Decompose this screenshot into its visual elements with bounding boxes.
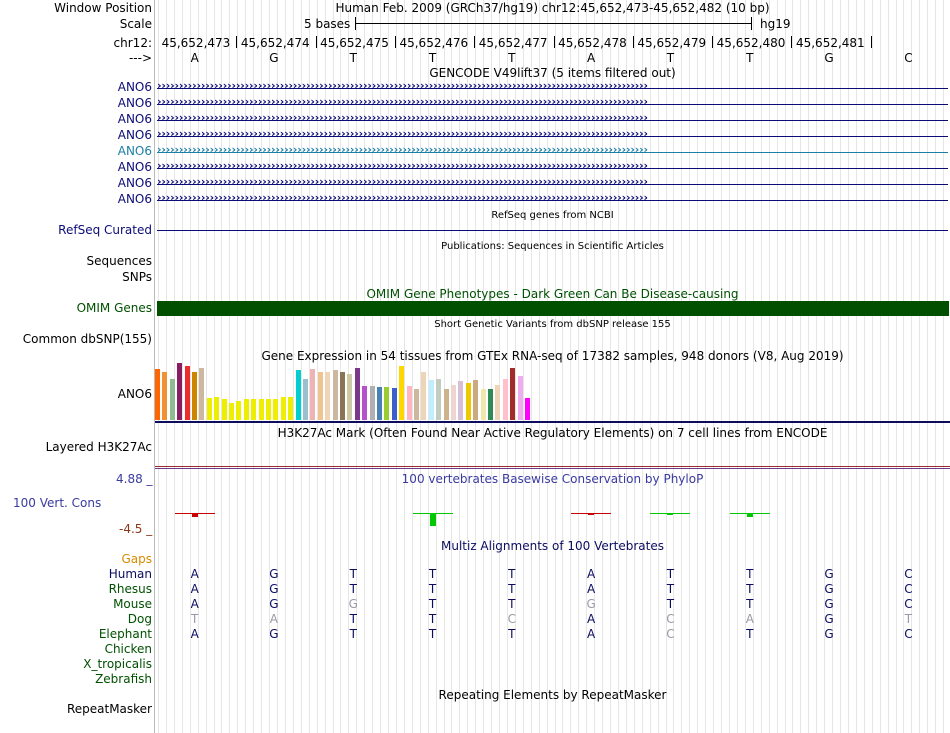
gtex-track-title: Gene Expression in 54 tissues from GTEx RNA-seq of 17382 samples, 948 donors (V8, Aug 2019) [261, 349, 844, 363]
gtex-tissue-bar[interactable] [414, 389, 419, 420]
gtex-tissue-bar[interactable] [370, 386, 375, 420]
gtex-track-label[interactable]: ANO6 [117, 387, 152, 401]
label-divider [154, 0, 155, 733]
gtex-baseline [155, 421, 950, 423]
gtex-tissue-bar[interactable] [347, 374, 352, 420]
gtex-tissue-bar[interactable] [481, 389, 486, 420]
gtex-tissue-bar[interactable] [355, 368, 360, 420]
strand-arrows-icon: ›››››››››››››››››››››››››››››››››››››››››››››››››››››››››››››››››››››››››››››››››››››››››››››››››››››››››››››››› [157, 159, 648, 172]
aligned-base: A [190, 582, 199, 596]
gtex-tissue-bar[interactable] [444, 389, 449, 420]
window-position-label: Window Position [54, 1, 152, 15]
aligned-base: T [746, 567, 754, 581]
strand-label: ---> [128, 51, 152, 65]
coordinate-label: 45,652,479 [637, 36, 707, 50]
strand-arrows-icon: ›››››››››››››››››››››››››››››››››››››››››››››››››››››››››››››››››››››››››››››››››››››››››››››››››››››››››››››››› [157, 143, 648, 156]
gencode-gene-line-3[interactable] [157, 113, 948, 127]
aligned-base: T [666, 567, 675, 581]
species-label[interactable]: Human [108, 567, 152, 581]
gtex-tissue-bar[interactable] [318, 372, 323, 420]
gencode-track-title: GENCODE V49lift37 (5 items filtered out) [429, 66, 676, 80]
omim-gene-bar[interactable] [157, 301, 949, 316]
gtex-tissue-bar[interactable] [259, 399, 264, 420]
gtex-tissue-bar[interactable] [244, 399, 249, 420]
gencode-gene-label-1[interactable]: ANO6 [117, 80, 152, 94]
aligned-base: G [269, 627, 279, 641]
gtex-tissue-bar[interactable] [377, 387, 382, 420]
aligned-base: T [349, 582, 357, 596]
aligned-base: A [586, 627, 596, 641]
gtex-tissue-bar[interactable] [207, 398, 212, 420]
gtex-tissue-bar[interactable] [296, 370, 301, 420]
phylop-score-bar[interactable] [588, 513, 594, 515]
gtex-tissue-bar[interactable] [288, 397, 293, 420]
gtex-tissue-bar[interactable] [495, 385, 500, 420]
aligned-base: G [269, 582, 279, 596]
aligned-base: T [349, 567, 357, 581]
aligned-base: G [269, 567, 279, 581]
phylop-track-label[interactable]: 100 Vert. Cons [13, 496, 102, 510]
coordinate-label: 45,652,476 [399, 36, 469, 50]
gtex-tissue-bar[interactable] [214, 397, 219, 420]
gtex-tissue-bar[interactable] [392, 388, 397, 420]
aligned-base: C [904, 582, 913, 596]
aligned-base: T [428, 567, 437, 581]
aligned-base: G [824, 567, 834, 581]
gtex-tissue-bar[interactable] [458, 381, 463, 420]
gtex-tissue-bar[interactable] [407, 386, 412, 420]
aligned-base: G [824, 612, 834, 626]
gtex-tissue-bar[interactable] [451, 385, 456, 420]
aligned-base: T [428, 582, 437, 596]
coordinate-label: 45,652,474 [240, 36, 310, 50]
aligned-base: T [349, 627, 357, 641]
gtex-tissue-bar[interactable] [192, 372, 197, 420]
snps-track-label[interactable]: SNPs [122, 270, 152, 284]
phylop-track-title: 100 vertebrates Basewise Conservation by PhyloP [401, 472, 704, 486]
scale-value: 5 bases [304, 17, 351, 31]
strand-arrows-icon: ›››››››››››››››››››››››››››››››››››››››››››››››››››››››››››››››››››››››››››››››››››››››››››››››››››››››››››››››› [157, 191, 648, 204]
sequences-track-label[interactable]: Sequences [86, 254, 152, 268]
gencode-gene-line-6[interactable] [157, 161, 948, 175]
gtex-tissue-bar[interactable] [229, 403, 234, 420]
gtex-tissue-bar[interactable] [333, 370, 338, 420]
aligned-base: T [666, 582, 675, 596]
aligned-base: A [190, 627, 199, 641]
gtex-tissue-bar[interactable] [362, 386, 367, 420]
strand-arrows-icon: ›››››››››››››››››››››››››››››››››››››››››››››››››››››››››››››››››››››››››››››››››››››››››››››››››››››››››››››››› [157, 175, 648, 188]
coordinate-tick [871, 36, 872, 48]
refseq-gene-line[interactable] [157, 230, 948, 231]
chrom-label: chr12: [113, 36, 152, 50]
aligned-base: A [745, 612, 754, 626]
window-position-value: Human Feb. 2009 (GRCh37/hg19) chr12:45,652,473-45,652,482 (10 bp) [335, 1, 770, 15]
strand-arrows-icon: ›››››››››››››››››››››››››››››››››››››››››››››››››››››››››››››››››››››››››››››››››››››››››››››››››››››››››››››››› [157, 79, 648, 92]
species-label[interactable]: X_tropicalis [83, 657, 152, 671]
gencode-gene-line-4[interactable] [157, 129, 948, 143]
aligned-base: T [666, 597, 675, 611]
gencode-gene-label-5[interactable]: ANO6 [117, 144, 152, 158]
publications-track-title: Publications: Sequences in Scientific Articles [441, 241, 664, 252]
h3k27ac-signal-line [155, 466, 950, 467]
h3k27ac-track-label[interactable]: Layered H3K27Ac [45, 440, 152, 454]
gtex-tissue-bar[interactable] [466, 383, 471, 420]
reference-base: G [269, 51, 279, 65]
aligned-base: T [508, 567, 516, 581]
species-label[interactable]: Dog [127, 612, 152, 626]
species-label[interactable]: Rhesus [108, 582, 152, 596]
phylop-score-bar[interactable] [430, 513, 436, 526]
gencode-gene-line-8[interactable] [157, 193, 948, 207]
aligned-base: C [666, 627, 675, 641]
reference-base: G [824, 51, 834, 65]
gtex-tissue-bar[interactable] [510, 368, 515, 420]
h3k27ac-track-title: H3K27Ac Mark (Often Found Near Active Regulatory Elements) on 7 cell lines from ENCODE [277, 426, 828, 440]
aligned-base: T [349, 612, 357, 626]
aligned-base: T [508, 627, 516, 641]
gtex-tissue-bar[interactable] [384, 387, 389, 420]
gtex-tissue-bar[interactable] [525, 398, 530, 420]
refseq-track-title: RefSeq genes from NCBI [491, 210, 614, 221]
aligned-base: C [666, 612, 675, 626]
gtex-tissue-bar[interactable] [236, 401, 241, 420]
coordinate-label: 45,652,477 [478, 36, 548, 50]
gtex-tissue-bar[interactable] [340, 372, 345, 420]
aligned-base: G [586, 597, 596, 611]
repeatmasker-track-title: Repeating Elements by RepeatMasker [438, 688, 667, 702]
aligned-base: A [586, 567, 596, 581]
phylop-score-bar[interactable] [192, 513, 198, 517]
aligned-base: G [824, 597, 834, 611]
refseq-track-label[interactable]: RefSeq Curated [58, 223, 152, 237]
coordinate-label: 45,652,480 [716, 36, 786, 50]
aligned-base: T [428, 627, 437, 641]
species-label[interactable]: Elephant [98, 627, 152, 641]
phylop-score-bar[interactable] [667, 513, 673, 515]
scale-bar-right-tick [751, 17, 752, 30]
aligned-base: G [824, 582, 834, 596]
gencode-gene-line-5[interactable] [157, 145, 948, 159]
scale-assembly: hg19 [760, 17, 791, 31]
gencode-gene-label-2[interactable]: ANO6 [117, 96, 152, 110]
reference-base: T [746, 51, 754, 65]
gtex-tissue-bar[interactable] [170, 379, 175, 420]
gtex-tissue-bar[interactable] [303, 379, 308, 420]
coordinate-label: 45,652,481 [795, 36, 865, 50]
phylop-min-label: -4.5 _ [119, 522, 153, 536]
gtex-tissue-bar[interactable] [251, 399, 256, 420]
reference-base: C [904, 51, 913, 65]
gtex-tissue-bar[interactable] [473, 380, 478, 420]
omim-track-label[interactable]: OMIM Genes [76, 301, 152, 315]
aligned-base: T [746, 582, 754, 596]
gencode-gene-line-1[interactable] [157, 81, 948, 95]
gencode-gene-line-7[interactable] [157, 177, 948, 191]
reference-base: A [586, 51, 596, 65]
gtex-tissue-bar[interactable] [518, 376, 523, 420]
gtex-tissue-bar[interactable] [273, 399, 278, 420]
gencode-gene-label-7[interactable]: ANO6 [117, 176, 152, 190]
gtex-tissue-bar[interactable] [162, 372, 167, 420]
gtex-tissue-bar[interactable] [199, 368, 204, 420]
aligned-base: T [746, 597, 754, 611]
phylop-max-label: 4.88 _ [116, 472, 153, 486]
aligned-base: G [348, 597, 358, 611]
aligned-base: T [904, 612, 913, 626]
gtex-tissue-bar[interactable] [436, 379, 441, 420]
gtex-tissue-bar[interactable] [222, 399, 227, 420]
strand-arrows-icon: ›››››››››››››››››››››››››››››››››››››››››››››››››››››››››››››››››››››››››››››››››››››››››››››››››››››››››››››››› [157, 95, 648, 108]
aligned-base: T [428, 612, 437, 626]
species-label[interactable]: Mouse [113, 597, 152, 611]
gtex-tissue-bar[interactable] [399, 366, 404, 420]
aligned-base: T [746, 627, 754, 641]
gtex-tissue-bar[interactable] [310, 369, 315, 420]
aligned-base: A [269, 612, 278, 626]
gtex-tissue-bar[interactable] [429, 380, 434, 420]
gaps-label[interactable]: Gaps [121, 552, 152, 566]
gtex-tissue-bar[interactable] [281, 397, 286, 420]
multiz-track-title: Multiz Alignments of 100 Vertebrates [440, 539, 665, 553]
dbsnp-track-label[interactable]: Common dbSNP(155) [22, 332, 152, 346]
aligned-base: A [190, 567, 199, 581]
gtex-tissue-bar[interactable] [266, 399, 271, 420]
h3k27ac-signal-line-2 [155, 468, 950, 469]
reference-base: T [349, 51, 357, 65]
scale-bar-left-tick [355, 17, 356, 30]
aligned-base: T [508, 597, 516, 611]
gtex-tissue-bar[interactable] [155, 369, 160, 420]
aligned-base: C [904, 567, 913, 581]
gencode-gene-label-6[interactable]: ANO6 [117, 160, 152, 174]
reference-base: T [666, 51, 675, 65]
gtex-tissue-bar[interactable] [503, 379, 508, 420]
coordinate-label: 45,652,478 [558, 36, 627, 50]
scale-label: Scale [119, 17, 152, 31]
strand-arrows-icon: ›››››››››››››››››››››››››››››››››››››››››››››››››››››››››››››››››››››››››››››››››››››››››››››››››››››››››››››››› [157, 111, 648, 124]
gtex-tissue-bar[interactable] [185, 366, 190, 420]
reference-base: A [190, 51, 199, 65]
gtex-tissue-bar[interactable] [325, 372, 330, 420]
repeatmasker-track-label[interactable]: RepeatMasker [66, 702, 152, 716]
gencode-gene-line-2[interactable] [157, 97, 948, 111]
phylop-score-bar[interactable] [747, 513, 753, 517]
aligned-base: C [904, 597, 913, 611]
aligned-base: T [508, 582, 516, 596]
aligned-base: T [428, 597, 437, 611]
aligned-base: A [190, 597, 199, 611]
aligned-base: A [586, 612, 596, 626]
aligned-base: C [904, 627, 913, 641]
strand-arrows-icon: ›››››››››››››››››››››››››››››››››››››››››››››››››››››››››››››››››››››››››››››››››››››››››››››››››››››››››››››››› [157, 127, 648, 140]
gtex-tissue-bar[interactable] [488, 389, 493, 420]
reference-base: T [508, 51, 516, 65]
omim-track-title: OMIM Gene Phenotypes - Dark Green Can Be Disease-causing [366, 287, 739, 301]
scale-bar [355, 23, 752, 24]
aligned-base: T [191, 612, 199, 626]
coordinate-label: 45,652,475 [320, 36, 389, 50]
coordinate-label: 45,652,473 [161, 36, 231, 50]
gencode-gene-label-4[interactable]: ANO6 [117, 128, 152, 142]
aligned-base: G [269, 597, 279, 611]
gtex-tissue-bar[interactable] [177, 363, 182, 420]
species-label[interactable]: Zebrafish [95, 672, 152, 686]
reference-base: T [428, 51, 437, 65]
aligned-base: C [507, 612, 516, 626]
gencode-gene-label-3[interactable]: ANO6 [117, 112, 152, 126]
aligned-base: G [824, 627, 834, 641]
gtex-tissue-bar[interactable] [421, 372, 426, 420]
gencode-gene-label-8[interactable]: ANO6 [117, 192, 152, 206]
dbsnp-track-title: Short Genetic Variants from dbSNP release 155 [434, 319, 671, 330]
species-label[interactable]: Chicken [104, 642, 152, 656]
aligned-base: A [586, 582, 596, 596]
